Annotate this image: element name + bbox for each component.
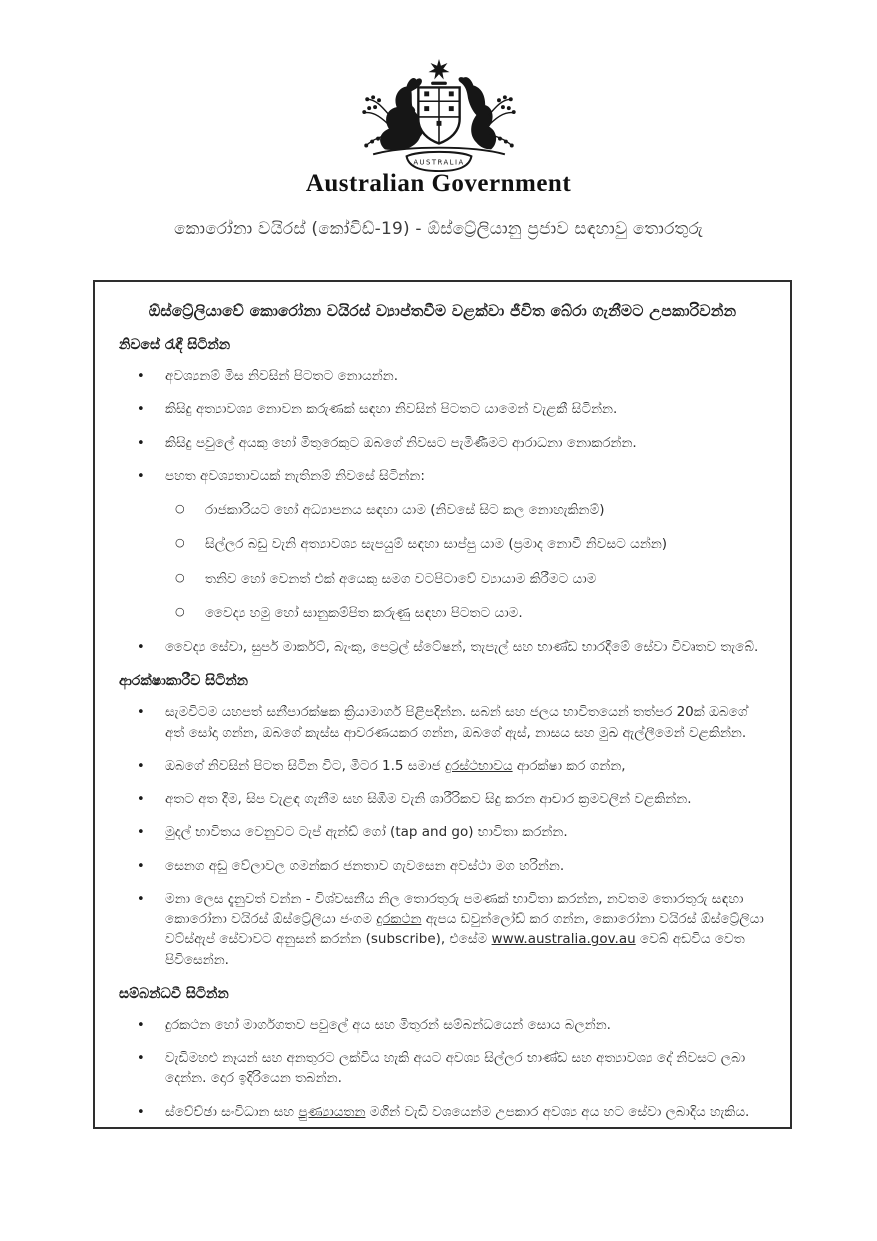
bullet-icon: • [137,758,145,774]
text-segment: ඔබගේ නිවසින් පිටත සිටින විට, මීටර 1.5 සමාජ [165,757,446,774]
bullet-icon: • [137,369,145,384]
bullet-icon: • [137,705,145,721]
list-item [119,466,766,623]
bullet-icon: • [137,1104,145,1120]
list-item [119,856,766,876]
info-box [93,280,792,1129]
australian-coat-of-arms-icon [351,56,527,174]
list-item [119,637,766,657]
list-item [119,366,766,386]
sub-bullet-text: සිල්ලර බඩු වැනි අත්‍යාවශ්‍ය සැපයුම් සඳහා සාප්පු යාම (ප්‍රමාද නොවී නිවසට යන්න) [205,536,668,553]
sub-bullet-icon: ○ [175,570,185,584]
bullet-icon: • [137,402,145,418]
sub-list-item [165,534,766,554]
list-item [119,399,766,419]
section-heading: සම්බන්ධවී සිටින්න [119,985,229,1002]
bullet-icon: • [137,825,145,841]
sub-bullet-text: වෛද්‍ය හමු හෝ සානුකම්පිත කරුණු සඳහා පිටතට යාම. [205,604,523,621]
website-link[interactable]: www.australia.gov.au [491,931,636,948]
list-item [119,889,766,970]
bullet-text: මුදල් භාවිතය වෙනුවට ටැප් ඇන්ඩ් ගෝ (tap and go) භාවිතා කරන්න. [165,824,568,841]
bullet-text [165,1104,749,1120]
bullet-text: වැඩිමහළු නෑයන් සහ අනතුරට ලක්විය හැකි අයට අවශ්‍ය සිල්ලර භාණ්ඩ සහ අත්‍යාවශ්‍ය දේ නිවසට ලබා දෙන්න. දොර ඉදිරියෙන තබන්න. [165,1050,746,1087]
kangaroo-icon [380,78,423,150]
bullet-icon: • [137,858,145,874]
bullet-text: දුරකථන හෝ මාර්ගගතව පවුලේ අය සහ මිතුරන් සම්බන්ධයෙන් සොය බලන්න. [165,1016,611,1033]
section-heading: ආරක්ෂාකාරීව සිටින්න [119,673,249,690]
list-item [119,789,766,809]
bullet-text: සෙනග අඩු වේලාවල ගමන්කර ජනතාව ගැවසෙන අවස්ථා මග හරින්න. [165,857,565,874]
bullet-list [119,366,766,657]
bullet-text: වෛද්‍ය සේවා, සුපර් මාර්කට්, බැංකු, පෙට්‍රල් ස්ටේෂන්, තැපැල් සහ භාණ්ඩ භාරදීමේ සේවා විවෘතව තැබේ. [165,639,759,655]
bullet-list [119,702,766,970]
text-segment: ස්වේච්ඡා සංවිධාන සහ [165,1103,299,1120]
list-item [119,756,766,776]
sub-bullet-icon: ○ [175,604,185,618]
bullet-list [119,1015,766,1122]
underlined-text: දුරස්ථභාවය [445,757,513,774]
sub-bullet-text: රාජකාරියට හෝ අධ්‍යාපනය සඳහා යාම (නිවසේ සිට කල නොහැකිනම්) [205,502,605,518]
info-box-title: ඕස්ට්‍රේලියාවේ කොරෝනා වයිරස් ව්‍යාප්තවීම වළක්වා ජීවිත බේරා ගැනීමට උපකාරිවන්න [148,302,737,320]
bullet-icon: • [137,1051,145,1066]
page-title: Australian Government [305,170,572,197]
sub-list-item [165,569,766,589]
banner-text: AUSTRALIA [412,158,465,167]
text-segment: මගින් වැඩි වශයෙන්ම උපකාර අවශ්‍ය අය හට සේවා ලබාදිය හැකිය. [365,1103,750,1120]
list-item [119,702,766,743]
list-item [119,433,766,453]
australia-banner [406,152,471,171]
sub-bullet-icon: ○ [175,502,185,515]
sections [119,337,766,1122]
section-heading: නිවසේ රැඳී සිටින්න [119,337,231,353]
sub-bullet-text: තනිව හෝ වෙනත් එක් අයෙකු සමග වටපිටාවේ ව්‍යායාම කිරීමට යාම [205,570,597,587]
bullet-icon: • [137,468,145,484]
list-item [119,1015,766,1035]
bullet-text: අතට අත දීම, සිප වැළඳ ගැනීම සහ සිඹීම වැනි ශාරීරිකව සිදු කරන ආචාර ක්‍රමවලින් වළකින්න. [165,791,692,807]
bullet-icon: • [137,1017,145,1033]
bullet-icon: • [137,891,145,907]
bullet-text: කිසිදු පවුලේ අයකු හෝ මිතුරෙකුට ඔබගේ නිවසට පැමිණීමට ආරාධනා නොකරන්න. [165,434,637,451]
bullet-icon: • [137,435,145,451]
bullet-text: සැමවිටම යහපත් සනීපාරක්ෂක ක්‍රියාමාර්ග පිළිපදින්න. සබන් සහ ජලය භාවිතයෙන් තත්පර 20ක් ඔබගේ අත් සෝදා ගන්න, ඔබගේ කැස්ස ආවරණයකර ගන්න, ඔබගේ ඇස්, නාසය සහ මුඛ ඇල්ලීමෙන් වළකින්න. [165,704,748,741]
text-segment: වෙබ් අඩවිය වෙත පිවිසෙන්න. [165,931,745,968]
bullet-text [165,891,764,968]
text-segment: ආරක්ෂා කර ගන්න, [512,757,626,774]
sub-bullet-list [165,500,766,623]
list-item [119,1048,766,1089]
list-item [119,822,766,842]
list-item [119,1102,766,1122]
bullet-text [165,758,626,774]
sub-list-item [165,500,766,520]
underlined-text: පුණ්‍යායතන [298,1103,366,1120]
bullet-text: පහත අවශ්‍යතාවයක් නැතිනම් නිවසේ සිටින්න: [165,467,425,484]
text-segment: ඇපය ඩවුන්ලෝඩ් කර ගන්න, කොරෝනා වයිරස් ඕස්ට්‍රේලියා වට්ස්ඇප් සේවාවට අනුසන් කරන්න (subscribe), එසේම [165,911,764,948]
sub-bullet-icon: ○ [175,536,185,550]
shield-icon [418,87,459,143]
bullet-text: අවශ්‍යනම් මිස නිවසින් පිටතට නොයන්න. [165,368,399,384]
commonwealth-star-icon [428,59,449,80]
document-subtitle: කොරෝනා වයිරස් (කෝවිඩ්-19) - ඕස්ට්‍රේලියානු ප්‍රජාව සඳහාවු තොරතුරු [174,219,703,239]
underlined-text: දුරකථන [376,911,422,927]
sub-list-item [165,603,766,623]
bullet-icon: • [137,640,145,655]
text-segment: මනා ලෙස දැනුවත් වන්න - විශ්වසනීය නිල තොරතුරු පමණක් භාවිතා කරන්න, නවතම තොරතුරු සඳහා කොරෝනා වයිරස් ඕස්ට්‍රේලියා ජංගම [165,890,744,927]
bullet-icon: • [137,792,145,807]
bullet-text: කිසිදු අත්‍යාවශ්‍ය නොවන කරුණක් සඳහා නිවසින් පිටතට යාමෙන් වැළකී සිටින්න. [165,401,618,418]
